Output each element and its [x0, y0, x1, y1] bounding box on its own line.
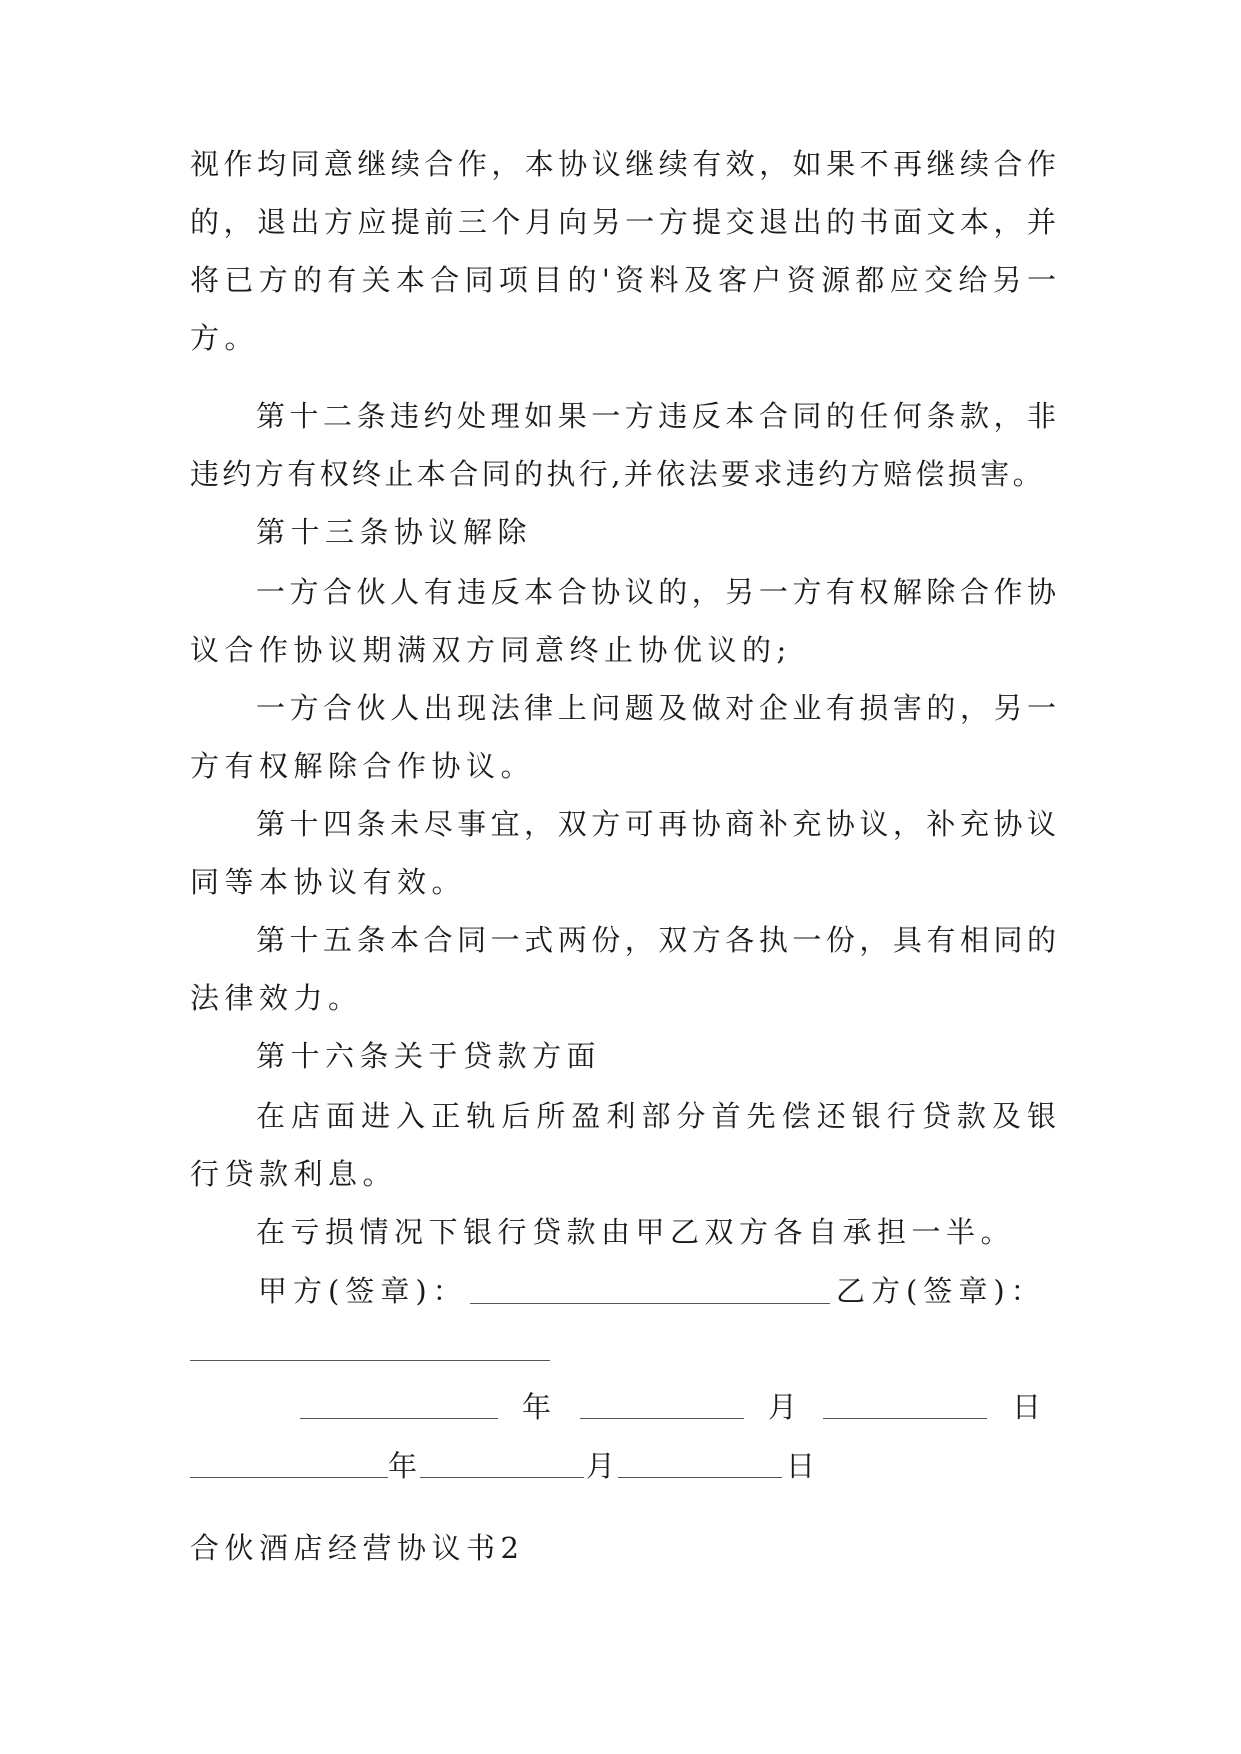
paragraph-line: 一方合伙人出现法律上问题及做对企业有损害的，另一: [256, 691, 1056, 725]
paragraph-line: 同等本协议有效。: [190, 865, 467, 899]
article-12-heading: 第十二条违约处理如果一方违反本合同的任何条款，非: [256, 399, 1056, 433]
date-day-blank: [823, 1418, 987, 1419]
paragraph-line: 违约方有权终止本合同的执行,并依法要求违约方赔偿损害。: [190, 457, 1046, 491]
party-b-label: 乙方(签章)：: [836, 1274, 1046, 1308]
date-year-label: 年: [388, 1449, 424, 1483]
paragraph-line: 的，退出方应提前三个月向另一方提交退出的书面文本，并: [190, 205, 1056, 239]
date-day-label: 日: [1012, 1390, 1048, 1424]
article-14-heading: 第十四条未尽事宜，双方可再协商补充协议，补充协议: [256, 807, 1056, 841]
date-day-label: 日: [786, 1449, 822, 1483]
paragraph-line: 视作均同意继续合作，本协议继续有效，如果不再继续合作: [190, 147, 1056, 181]
party-a-signature-line: [470, 1303, 830, 1304]
date-month-label: 月: [768, 1390, 804, 1424]
next-document-title: 合伙酒店经营协议书2: [190, 1531, 525, 1565]
paragraph-line: 一方合伙人有违反本合协议的，另一方有权解除合作协: [256, 575, 1056, 609]
article-13-heading: 第十三条协议解除: [256, 515, 533, 549]
date-month-blank: [420, 1477, 584, 1478]
date-year-blank: [190, 1477, 388, 1478]
party-a-label: 甲方(签章)：: [258, 1274, 468, 1308]
date-day-blank: [618, 1477, 782, 1478]
paragraph-line: 在亏损情况下银行贷款由甲乙双方各自承担一半。: [256, 1215, 1016, 1249]
date-month-blank: [580, 1418, 744, 1419]
date-year-blank: [300, 1418, 498, 1419]
date-month-label: 月: [586, 1449, 622, 1483]
party-b-signature-line: [190, 1360, 550, 1361]
paragraph-line: 法律效力。: [190, 981, 363, 1015]
paragraph-line: 方。: [190, 321, 260, 355]
paragraph-line: 将已方的有关本合同项目的'资料及客户资源都应交给另一: [190, 263, 1056, 297]
article-16-heading: 第十六条关于贷款方面: [256, 1039, 602, 1073]
paragraph-line: 议合作协议期满双方同意终止协优议的;: [190, 633, 792, 667]
paragraph-line: 方有权解除合作协议。: [190, 749, 536, 783]
paragraph-line: 在店面进入正轨后所盈利部分首先偿还银行贷款及银: [256, 1099, 1056, 1133]
article-15-heading: 第十五条本合同一式两份，双方各执一份，具有相同的: [256, 923, 1056, 957]
date-year-label: 年: [522, 1390, 558, 1424]
paragraph-line: 行贷款利息。: [190, 1157, 398, 1191]
